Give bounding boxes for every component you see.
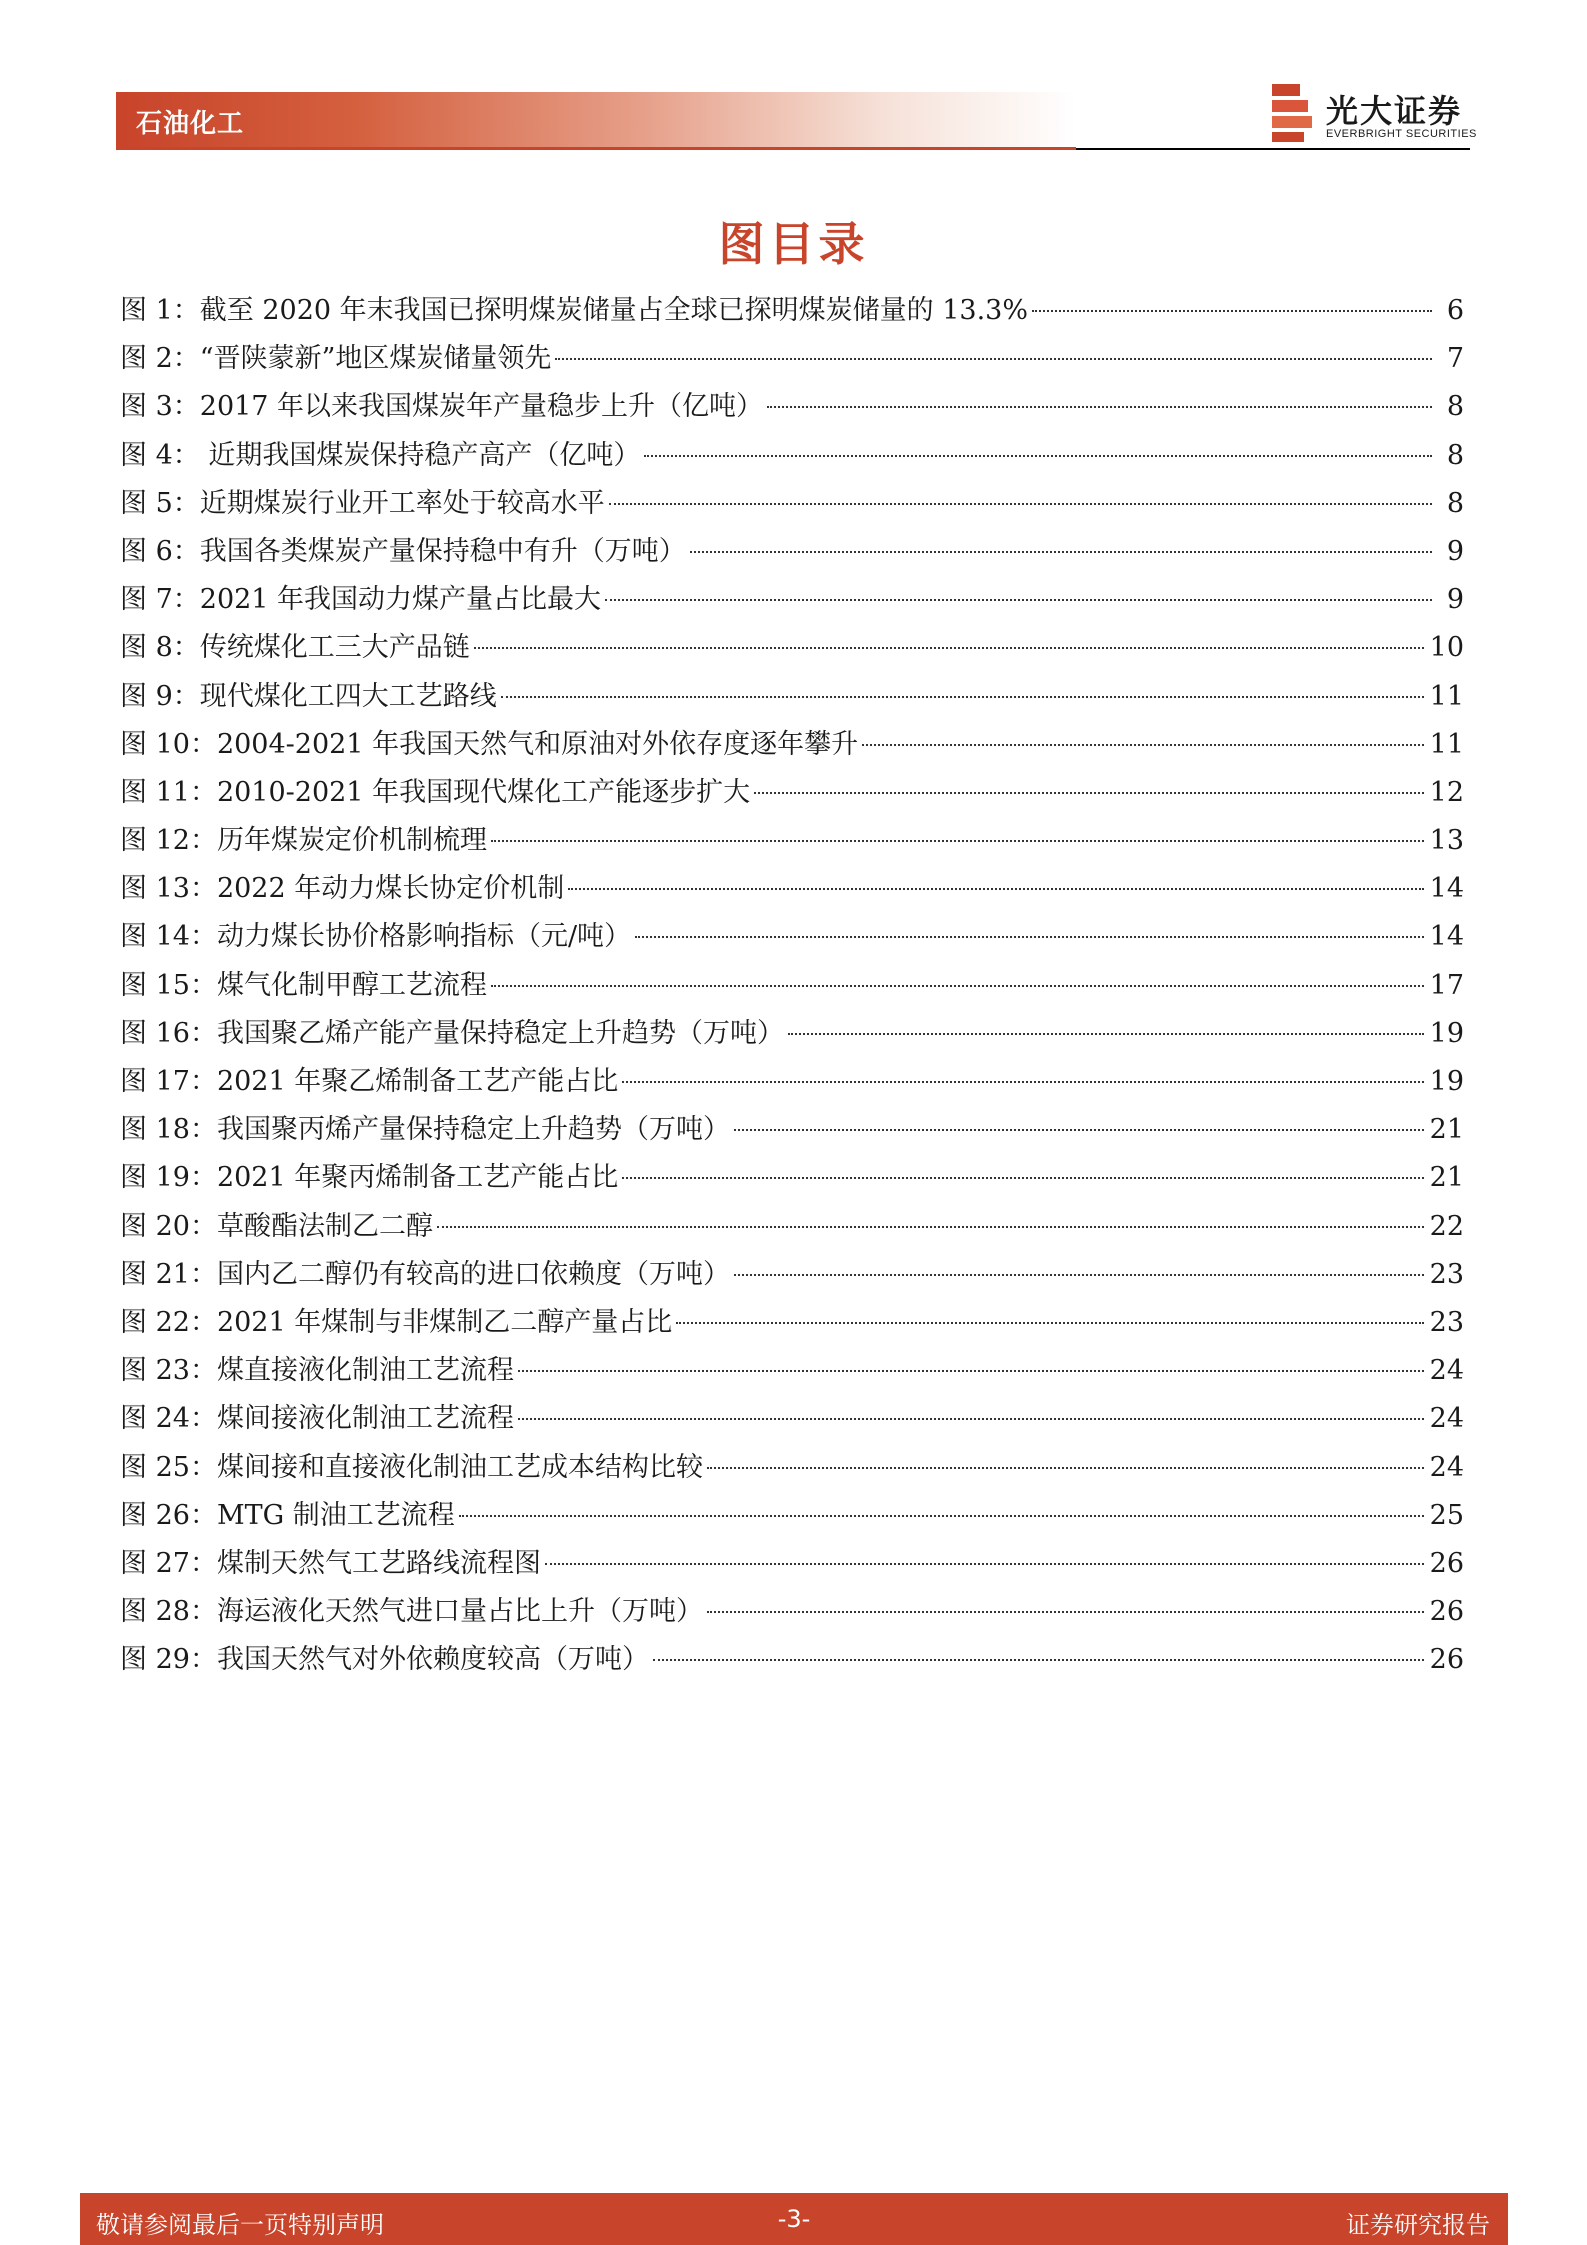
toc-entry[interactable] <box>120 1349 1464 1397</box>
toc-dot-leader <box>644 455 1432 457</box>
toc-dot-leader <box>518 1370 1424 1372</box>
toc-entry-page: 23 <box>1429 1306 1464 1338</box>
header-rule-accent <box>116 147 1076 150</box>
toc-entry-page: 24 <box>1429 1403 1464 1435</box>
toc-dot-leader <box>635 936 1424 938</box>
toc-entry-label: 图 16：我国聚乙烯产能产量保持稳定上升趋势（万吨） <box>120 1017 784 1049</box>
toc-entry[interactable] <box>120 1108 1464 1156</box>
page-title: 图目录 <box>718 217 869 271</box>
toc-entry-page: 14 <box>1429 921 1464 953</box>
toc-entry[interactable] <box>120 482 1464 530</box>
toc-dot-leader <box>734 1274 1424 1276</box>
toc-entry-label: 图 27：煤制天然气工艺路线流程图 <box>120 1547 541 1579</box>
logo-english-text: EVERBRIGHT SECURITIES <box>1326 128 1477 140</box>
toc-dot-leader <box>437 1226 1424 1228</box>
toc-entry-label: 图 1：截至 2020 年末我国已探明煤炭储量占全球已探明煤炭储量的 13.3% <box>120 295 1028 326</box>
toc-entry-page: 21 <box>1429 1162 1464 1194</box>
toc-entry[interactable] <box>120 626 1464 674</box>
toc-dot-leader <box>622 1177 1423 1179</box>
toc-dot-leader <box>690 551 1432 553</box>
everbright-logo <box>1270 82 1477 144</box>
toc-dot-leader <box>788 1033 1424 1035</box>
toc-entry-label: 图 26：MTG 制油工艺流程 <box>120 1499 455 1531</box>
toc-entry-label: 图 6：我国各类煤炭产量保持稳中有升（万吨） <box>120 535 686 567</box>
toc-entry[interactable] <box>120 867 1464 915</box>
toc-entry[interactable] <box>120 771 1464 819</box>
toc-entry[interactable] <box>120 819 1464 867</box>
toc-entry[interactable] <box>120 1542 1464 1590</box>
footer-disclaimer: 敬请参阅最后一页特别声明 <box>96 2211 384 2239</box>
toc-entry-page: 7 <box>1446 343 1464 375</box>
toc-dot-leader <box>676 1322 1423 1324</box>
everbright-logo-icon <box>1270 82 1314 144</box>
toc-dot-leader <box>609 503 1432 505</box>
toc-entry[interactable] <box>120 385 1464 433</box>
toc-entry[interactable] <box>120 1397 1464 1445</box>
toc-dot-leader <box>862 744 1424 746</box>
toc-entry-page: 21 <box>1429 1114 1464 1146</box>
toc-entry[interactable] <box>120 675 1464 723</box>
toc-entry-label: 图 21：国内乙二醇仍有较高的进口依赖度（万吨） <box>120 1258 730 1290</box>
toc-entry-page: 19 <box>1429 1066 1464 1097</box>
toc-entry[interactable] <box>120 289 1464 337</box>
toc-entry-page: 25 <box>1429 1499 1464 1531</box>
toc-entry-label: 图 2：“晋陕蒙新”地区煤炭储量领先 <box>120 343 552 375</box>
toc-dot-leader <box>707 1467 1424 1469</box>
toc-entry[interactable] <box>120 578 1464 626</box>
toc-dot-leader <box>459 1515 1424 1517</box>
toc-entry-page: 9 <box>1446 584 1464 616</box>
toc-entry-label: 图 4： 近期我国煤炭保持稳产高产（亿吨） <box>120 439 641 471</box>
toc-dot-leader <box>734 1129 1424 1131</box>
toc-entry-label: 图 14：动力煤长协价格影响指标（元/吨） <box>120 921 632 953</box>
toc-entry-page: 24 <box>1429 1355 1464 1387</box>
toc-entry-label: 图 25：煤间接和直接液化制油工艺成本结构比较 <box>120 1451 703 1483</box>
toc-entry[interactable] <box>120 1205 1464 1253</box>
toc-entry[interactable] <box>120 1060 1464 1108</box>
toc-dot-leader <box>653 1659 1424 1661</box>
toc-entry-page: 26 <box>1429 1547 1464 1579</box>
toc-dot-leader <box>491 985 1424 987</box>
toc-entry[interactable] <box>120 1156 1464 1204</box>
toc-entry-label: 图 28：海运液化天然气进口量占比上升（万吨） <box>120 1596 703 1628</box>
footer-report-type: 证券研究报告 <box>1346 2211 1490 2239</box>
toc-dot-leader <box>767 406 1432 408</box>
toc-entry-label: 图 12：历年煤炭定价机制梳理 <box>120 825 487 857</box>
toc-entry[interactable] <box>120 1012 1464 1060</box>
figure-toc-list <box>120 289 1464 1686</box>
toc-entry[interactable] <box>120 723 1464 771</box>
toc-entry-page: 8 <box>1446 391 1464 423</box>
toc-dot-leader <box>491 840 1424 842</box>
toc-entry-page: 14 <box>1429 873 1464 905</box>
toc-dot-leader <box>754 792 1424 794</box>
toc-dot-leader <box>605 599 1432 601</box>
toc-entry-page: 13 <box>1429 825 1464 857</box>
toc-entry-label: 图 10：2004-2021 年我国天然气和原油对外依存度逐年攀升 <box>120 728 859 760</box>
toc-entry[interactable] <box>120 915 1464 963</box>
toc-dot-leader <box>501 696 1424 698</box>
toc-entry[interactable] <box>120 1253 1464 1301</box>
toc-entry-label: 图 9：现代煤化工四大工艺路线 <box>120 680 497 712</box>
toc-entry[interactable] <box>120 337 1464 385</box>
logo-chinese-text: 光大证券 <box>1326 92 1463 130</box>
toc-dot-leader <box>545 1563 1424 1565</box>
header-section-band <box>116 92 1076 149</box>
footer-page-number: -3- <box>777 2205 811 2233</box>
toc-entry-page: 11 <box>1429 728 1464 760</box>
toc-entry-page: 12 <box>1429 776 1464 808</box>
toc-entry-label: 图 19：2021 年聚丙烯制备工艺产能占比 <box>120 1162 619 1194</box>
section-label: 石油化工 <box>136 109 245 139</box>
toc-entry-page: 23 <box>1429 1258 1464 1290</box>
toc-dot-leader <box>555 358 1432 360</box>
toc-dot-leader <box>622 1081 1423 1083</box>
toc-entry[interactable] <box>120 964 1464 1012</box>
toc-entry-page: 26 <box>1429 1644 1464 1676</box>
toc-dot-leader <box>707 1611 1424 1613</box>
toc-entry-page: 8 <box>1446 487 1464 519</box>
toc-entry-label: 图 22：2021 年煤制与非煤制乙二醇产量占比 <box>120 1306 673 1338</box>
footer-bar <box>80 2193 1508 2245</box>
toc-entry-page: 10 <box>1429 632 1464 664</box>
toc-entry-page: 9 <box>1446 535 1464 567</box>
toc-entry[interactable] <box>120 1301 1464 1349</box>
toc-dot-leader <box>568 888 1423 890</box>
toc-entry-label: 图 11：2010-2021 年我国现代煤化工产能逐步扩大 <box>120 776 751 808</box>
toc-entry-label: 图 29：我国天然气对外依赖度较高（万吨） <box>120 1644 649 1676</box>
toc-entry-label: 图 5：近期煤炭行业开工率处于较高水平 <box>120 487 605 519</box>
toc-entry-label: 图 23：煤直接液化制油工艺流程 <box>120 1355 514 1387</box>
toc-entry-label: 图 17：2021 年聚乙烯制备工艺产能占比 <box>120 1066 619 1097</box>
toc-entry-label: 图 15：煤气化制甲醇工艺流程 <box>120 969 487 1001</box>
toc-entry[interactable] <box>120 530 1464 578</box>
toc-entry[interactable] <box>120 434 1464 482</box>
toc-dot-leader <box>518 1418 1424 1420</box>
toc-entry-page: 26 <box>1429 1596 1464 1628</box>
toc-entry[interactable] <box>120 1446 1464 1494</box>
toc-entry-label: 图 3：2017 年以来我国煤炭年产量稳步上升（亿吨） <box>120 391 764 423</box>
toc-entry-label: 图 24：煤间接液化制油工艺流程 <box>120 1403 514 1435</box>
toc-entry-page: 8 <box>1446 439 1464 471</box>
toc-entry-label: 图 20：草酸酯法制乙二醇 <box>120 1210 433 1242</box>
toc-entry-page: 11 <box>1429 680 1464 712</box>
toc-dot-leader <box>1032 310 1432 312</box>
toc-dot-leader <box>474 647 1424 649</box>
toc-entry-label: 图 18：我国聚丙烯产量保持稳定上升趋势（万吨） <box>120 1114 730 1146</box>
toc-entry-label: 图 13：2022 年动力煤长协定价机制 <box>120 873 565 905</box>
toc-entry[interactable] <box>120 1494 1464 1542</box>
toc-entry-label: 图 7：2021 年我国动力煤产量占比最大 <box>120 584 602 616</box>
toc-entry-page: 17 <box>1429 969 1464 1001</box>
toc-entry-page: 19 <box>1429 1017 1464 1049</box>
toc-entry[interactable] <box>120 1590 1464 1638</box>
toc-entry[interactable] <box>120 1638 1464 1686</box>
toc-entry-label: 图 8：传统煤化工三大产品链 <box>120 632 470 664</box>
toc-entry-page: 22 <box>1429 1210 1464 1242</box>
toc-entry-page: 24 <box>1429 1451 1464 1483</box>
toc-entry-page: 6 <box>1446 295 1464 326</box>
